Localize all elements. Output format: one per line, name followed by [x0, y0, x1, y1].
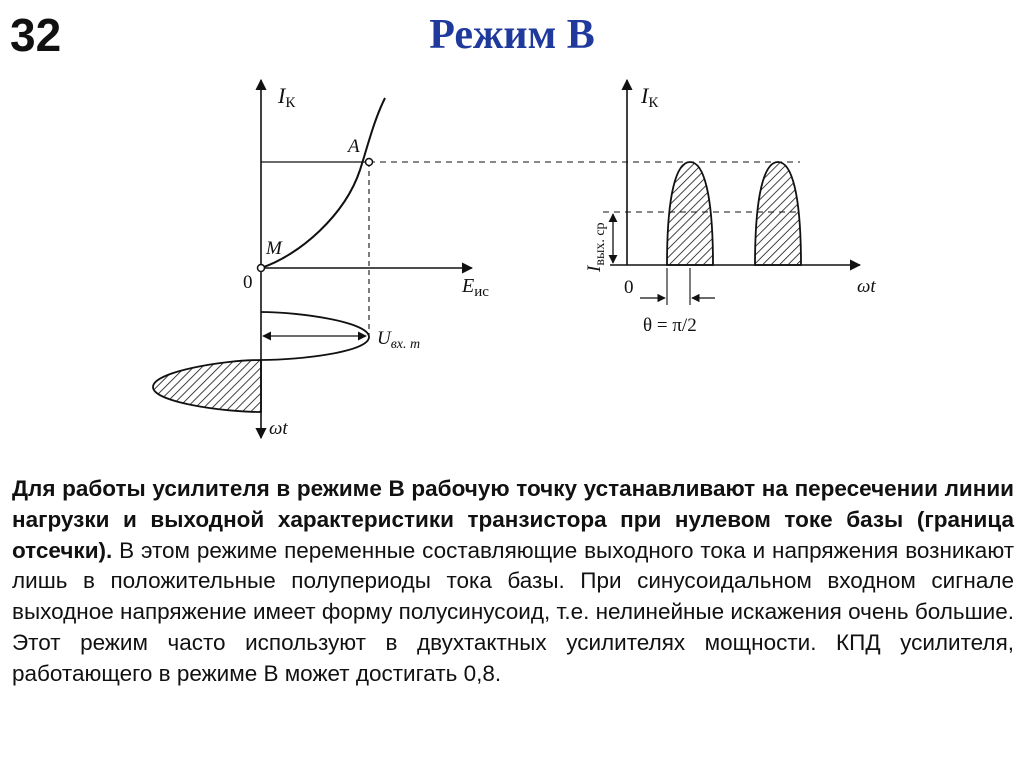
- body-text: [12, 474, 1014, 690]
- svg-text:IК: [640, 83, 659, 111]
- body-text-normal: В этом режиме переменные составляющие выходного тока и напряжения возникают лишь в положительные полупериоды тока базы. При синусоидальном входном сигнале выходное напряжение имеет форму полусинусоид, т.е. нелинейные искажения очень большие. Этот режим часто используют в двухтактных усилителях мощности. КПД усилителя, работающего в режиме В может достигать 0,8.: [12, 537, 1014, 686]
- right-diagram: [584, 80, 876, 336]
- slide-number: 32: [10, 9, 62, 61]
- avg-current-label: I: [584, 265, 605, 272]
- svg-text:Eис: [461, 275, 489, 300]
- svg-text:IК: [277, 83, 296, 111]
- left-origin-label: 0: [243, 272, 253, 293]
- point-a-marker: [366, 159, 373, 166]
- input-amplitude-label: U: [377, 328, 391, 349]
- point-m-marker: [258, 265, 265, 272]
- left-y-axis-label: I: [278, 83, 286, 108]
- left-x-axis-label: E: [462, 275, 475, 297]
- output-pulse-1: [667, 162, 713, 265]
- point-m-label: M: [266, 238, 282, 259]
- right-y-axis-label: I: [641, 83, 649, 108]
- left-x-axis-sub: ис: [474, 284, 489, 300]
- left-y-axis-sub: К: [285, 95, 296, 111]
- right-origin-label: 0: [624, 277, 634, 298]
- right-y-axis-sub: К: [648, 95, 659, 111]
- theta-label: θ = π/2: [643, 315, 697, 336]
- point-a-label: A: [348, 136, 360, 157]
- slide-title: Режим В: [429, 12, 595, 58]
- avg-current-sub: вых. ср: [593, 222, 608, 266]
- input-amplitude-sub: вх. m: [390, 337, 421, 352]
- input-negative-half-wave: [153, 360, 261, 412]
- svg-text:Uвх. m: [377, 328, 420, 352]
- right-x-axis-label: ωt: [857, 276, 876, 297]
- output-pulse-2: [755, 162, 801, 265]
- left-time-axis-label: ωt: [269, 418, 288, 439]
- svg-text:Iвых. ср: [584, 222, 608, 273]
- body-text-bold: Для работы усилителя в режиме В рабочую точку устанавливают на пересечении линии нагрузки и выходной характеристики транзистора при нулевом токе базы (граница отсечки).: [12, 476, 1014, 563]
